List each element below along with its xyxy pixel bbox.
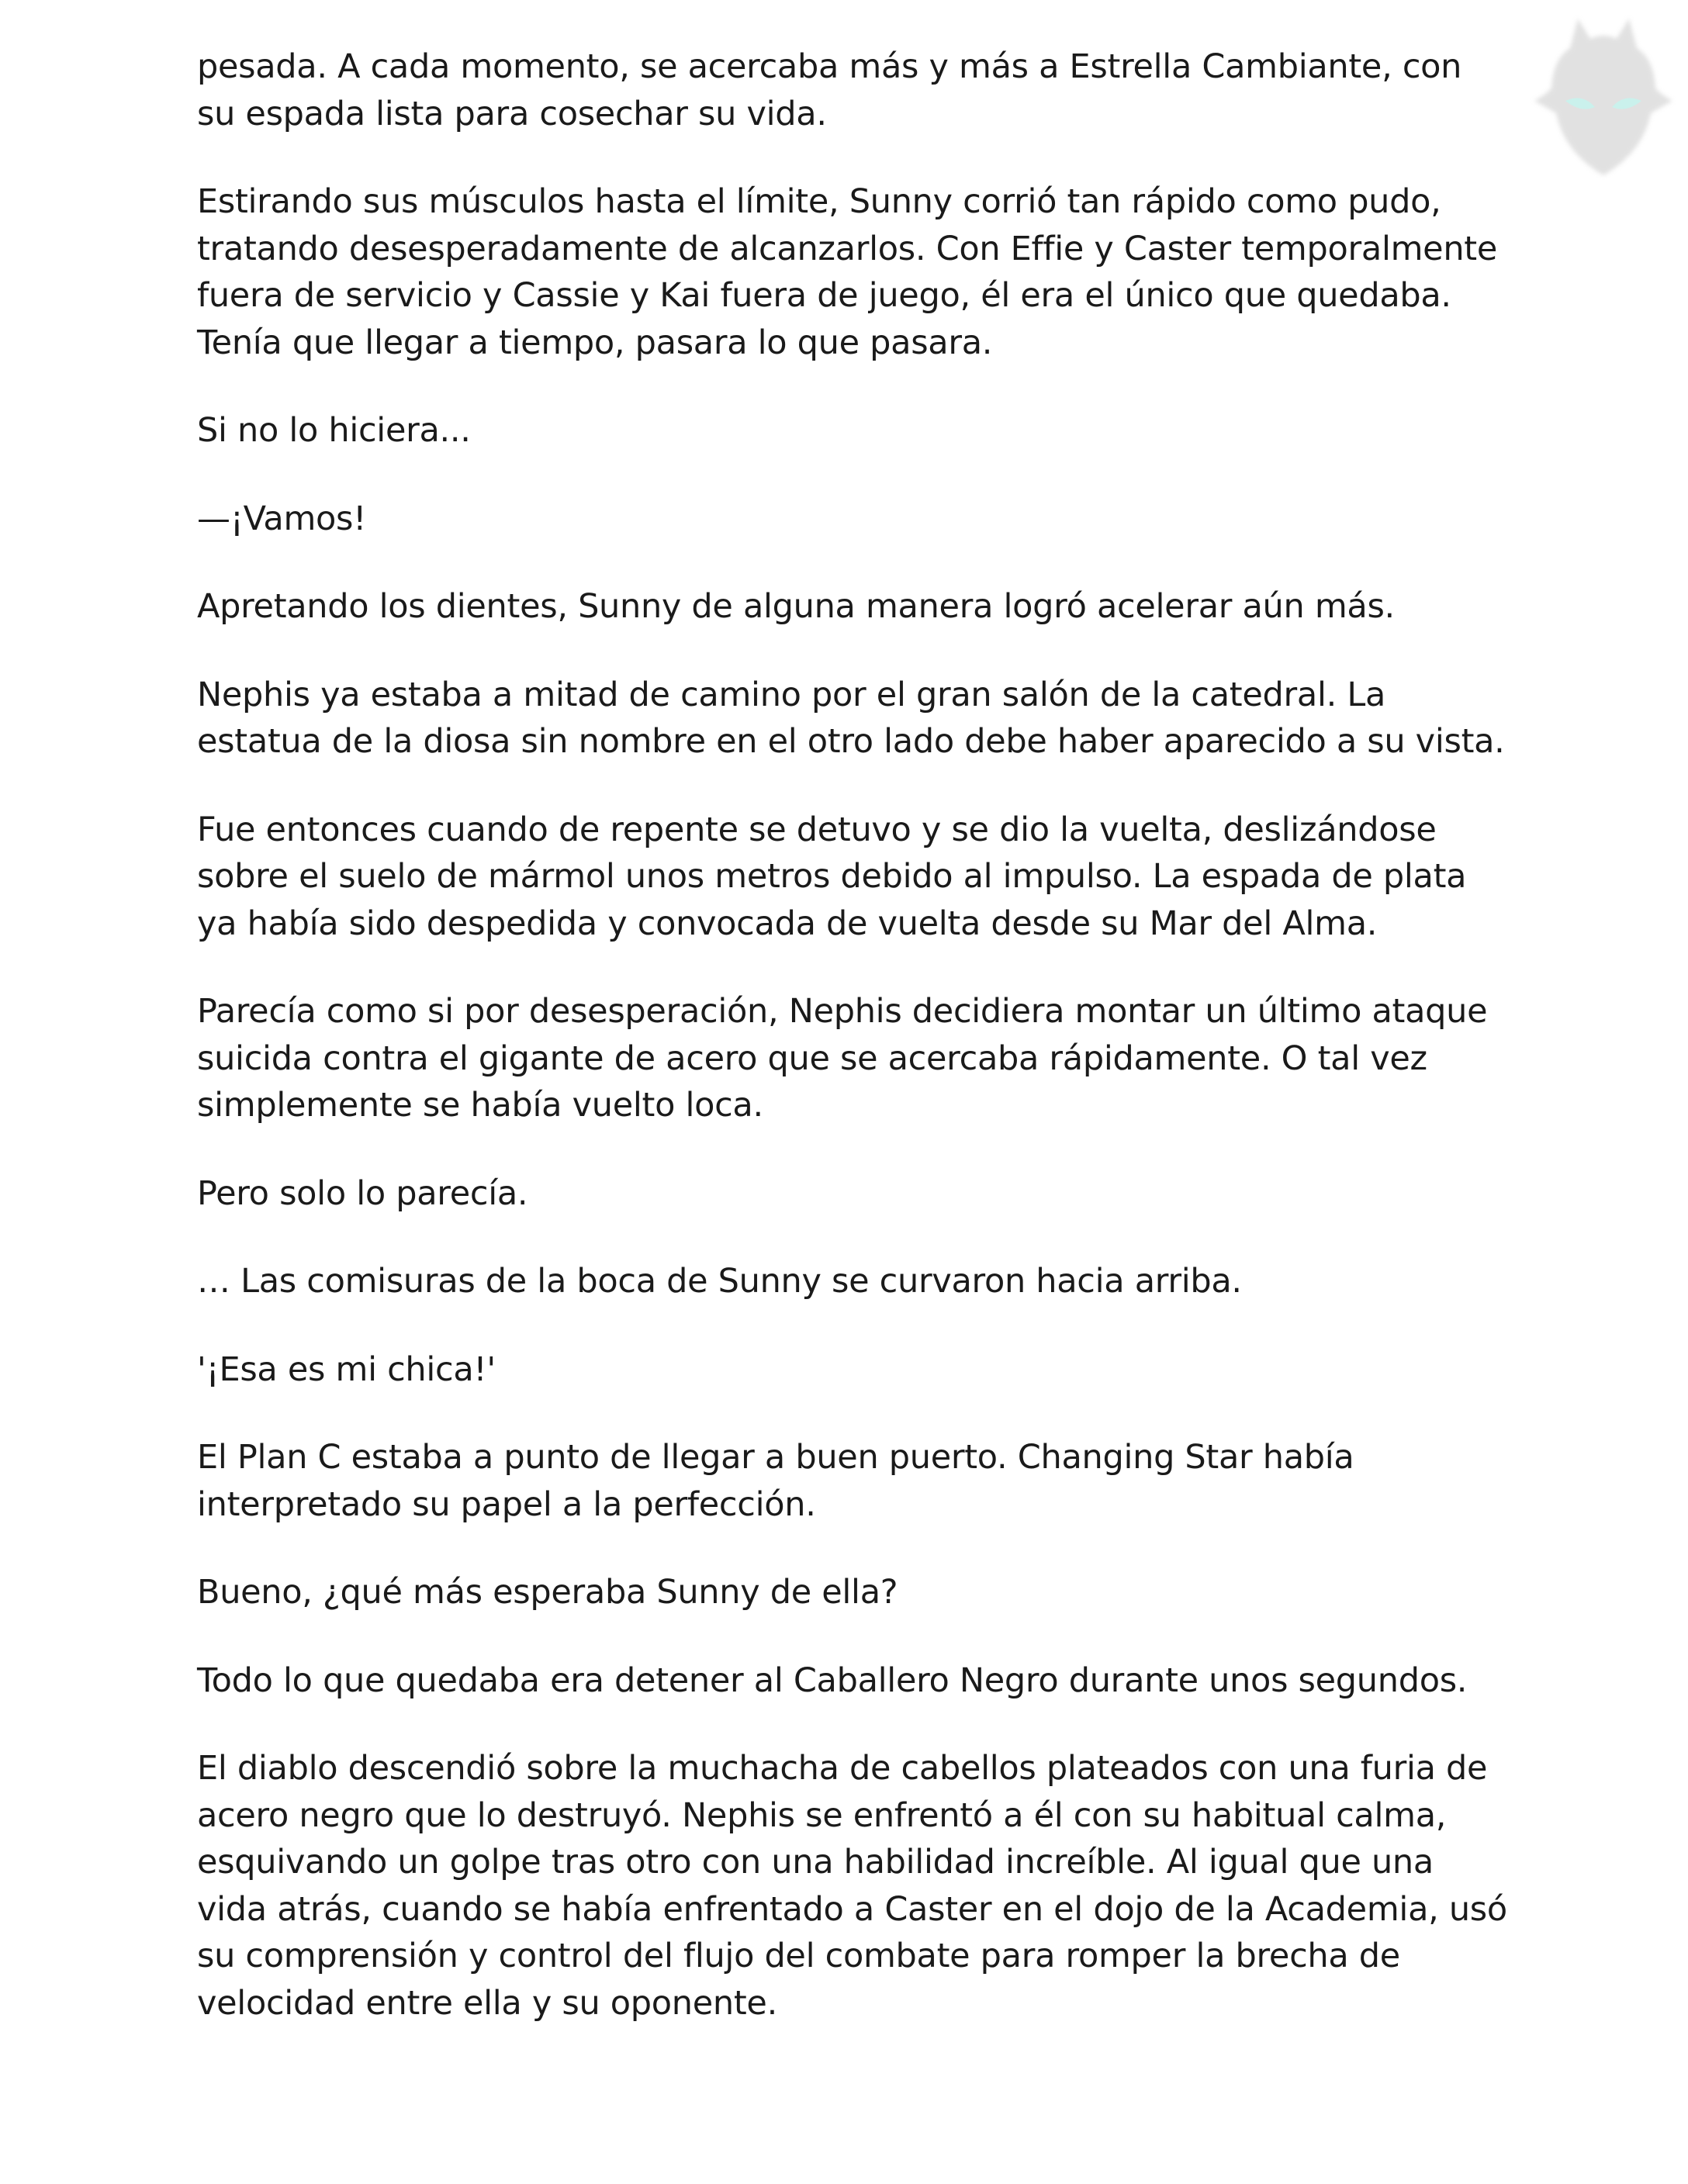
paragraph: pesada. A cada momento, se acercaba más y más a Estrella Cambiante, con su espada lista para cosechar su vida. bbox=[197, 47, 1462, 133]
paragraph: El diablo descendió sobre la muchacha de cabellos plateados con una furia de acero negro que lo destruyó. Nephis se enfrentó a él con su habitual calma, esquivando un golpe tras otro con una habilidad increíble. Al igual que una vida atrás, cuando se había enfrentado a Caster en el dojo de la Academia, usó su comprensión y control del flujo del combate para romper la brecha de velocidad entre ella y su oponente. bbox=[197, 1749, 1507, 2023]
paragraph: Fue entonces cuando de repente se detuvo y se dio la vuelta, deslizándose sobre el suelo de mármol unos metros debido al impulso. La espada de plata ya había sido despedida y convocada de vuelta desde su Mar del Alma. bbox=[197, 810, 1467, 943]
paragraph: … Las comisuras de la boca de Sunny se curvaron hacia arriba. bbox=[197, 1262, 1242, 1301]
paragraph: El Plan C estaba a punto de llegar a buen puerto. Changing Star había interpretado su papel a la perfección. bbox=[197, 1438, 1354, 1524]
demon-mask-icon bbox=[1530, 14, 1677, 185]
paragraph: Bueno, ¿qué más esperaba Sunny de ella? bbox=[197, 1573, 898, 1612]
paragraph: Si no lo hiciera... bbox=[197, 411, 471, 450]
paragraph: —¡Vamos! bbox=[197, 499, 367, 538]
paragraph: '¡Esa es mi chica!' bbox=[197, 1349, 496, 1389]
paragraph: Apretando los dientes, Sunny de alguna manera logró acelerar aún más. bbox=[197, 587, 1395, 626]
document-body bbox=[197, 43, 1508, 2068]
mask-shape bbox=[1534, 19, 1672, 175]
paragraph: Nephis ya estaba a mitad de camino por el gran salón de la catedral. La estatua de la diosa sin nombre en el otro lado debe haber aparecido a su vista. bbox=[197, 675, 1505, 761]
paragraph: Parecía como si por desesperación, Nephis decidiera montar un último ataque suicida contra el gigante de acero que se acercaba rápidamente. O tal vez simplemente se había vuelto loca. bbox=[197, 992, 1488, 1125]
paragraph: Pero solo lo parecía. bbox=[197, 1173, 528, 1213]
paragraph: Todo lo que quedaba era detener al Caballero Negro durante unos segundos. bbox=[197, 1660, 1468, 1700]
paragraph: Estirando sus músculos hasta el límite, Sunny corrió tan rápido como pudo, tratando desesperadamente de alcanzarlos. Con Effie y Caster temporalmente fuera de servicio y Cassie y Kai fuera de juego, él era el único que quedaba. Tenía que llegar a tiempo, pasara lo que pasara. bbox=[197, 182, 1498, 362]
